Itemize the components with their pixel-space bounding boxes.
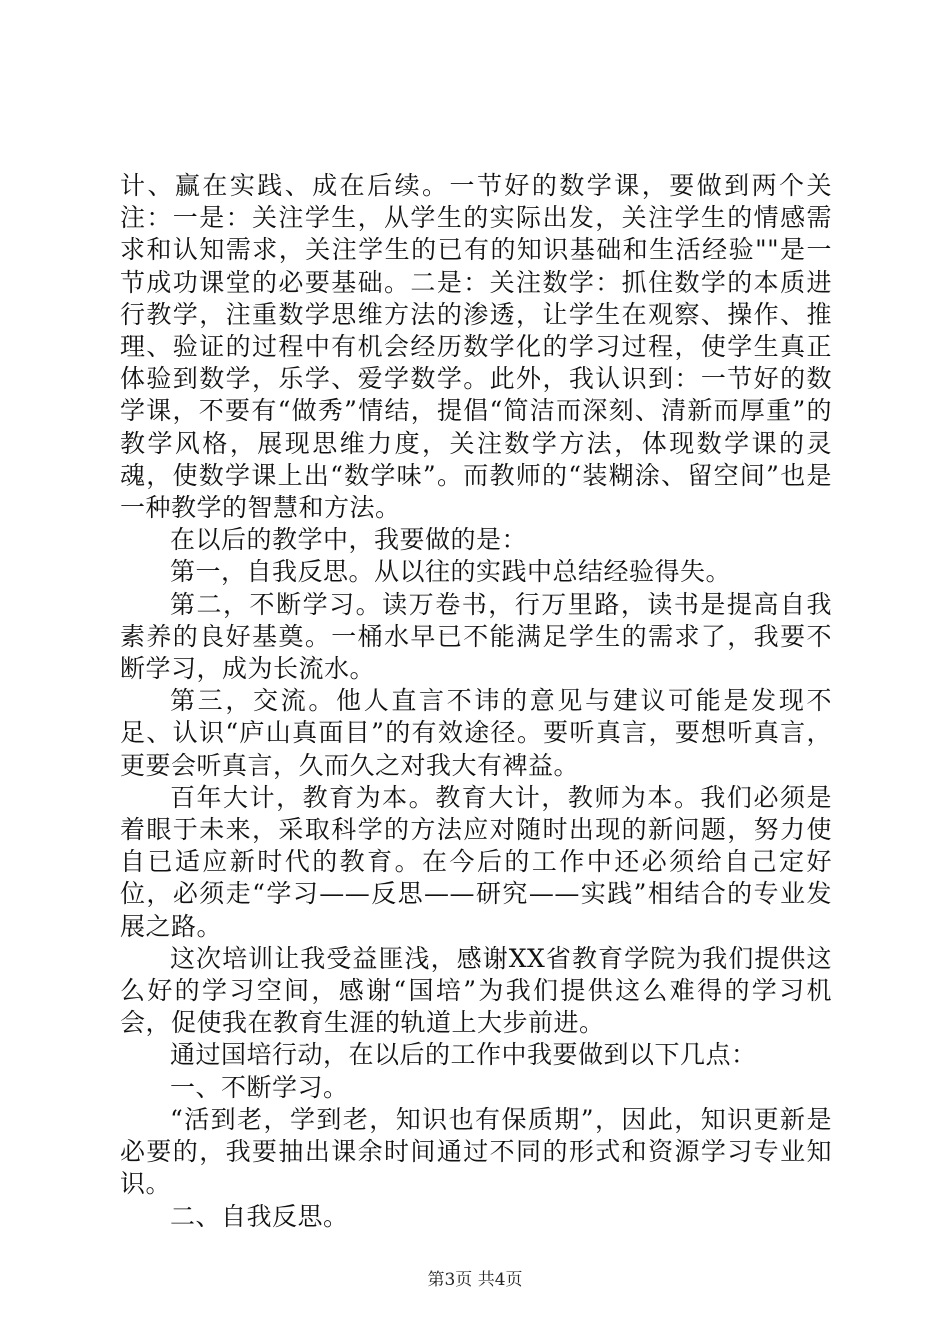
paragraph: 这次培训让我受益匪浅，感谢XX省教育学院为我们提供这么好的学习空间，感谢“国培”为我们提供这么难得的学习机会，促使我在教育生涯的轨道上大步前进。 bbox=[120, 943, 832, 1038]
page-footer: 第3页 共4页 bbox=[427, 1270, 523, 1290]
document-body bbox=[120, 170, 832, 1233]
paragraph: 在以后的教学中，我要做的是： bbox=[170, 525, 528, 555]
paragraph: 一、不断学习。 bbox=[170, 1072, 349, 1102]
paragraph: 二、自我反思。 bbox=[170, 1201, 349, 1231]
paragraph-continuation: 计、赢在实践、成在后续。一节好的数学课，要做到两个关注：一是：关注学生，从学生的实际出发，关注学生的情感需求和认知需求，关注学生的已有的知识基础和生活经验""是一节成功课堂的必要基础。二是：关注数学：抓住数学的本质进行教学，注重数学思维方法的渗透，让学生在观察、操作、推理、验证的过程中有机会经历数学化的学习过程，使学生真正体验到数学，乐学、爱学数学。此外，我认识到：一节好的数学课，不要有“做秀”情结，提倡“简洁而深刻、清新而厚重”的教学风格，展现思维力度，关注数学方法，体现数学课的灵魂，使数学课上出“数学味”。而教师的“装糊涂、留空间”也是一种教学的智慧和方法。 bbox=[120, 171, 832, 523]
paragraph: 第一，自我反思。从以往的实践中总结经验得失。 bbox=[170, 557, 732, 587]
paragraph: 第三，交流。他人直言不讳的意见与建议可能是发现不足、认识“庐山真面目”的有效途径。要听真言，要想听真言，更要会听真言，久而久之对我大有裨益。 bbox=[120, 686, 832, 780]
paragraph: “活到老，学到老，知识也有保质期”，因此，知识更新是必要的，我要抽出课余时间通过不同的形式和资源学习专业知识。 bbox=[120, 1104, 832, 1199]
paragraph: 第二，不断学习。读万卷书，行万里路，读书是提高自我素养的良好基奠。一桶水早已不能满足学生的需求了，我要不断学习，成为长流水。 bbox=[120, 589, 832, 684]
paragraph: 百年大计，教育为本。教育大计，教师为本。我们必须是着眼于未来，采取科学的方法应对随时出现的新问题，努力使自已适应新时代的教育。在今后的工作中还必须给自己定好位，必须走“学习——反思——研究——实践”相结合的专业发展之路。 bbox=[120, 782, 832, 941]
paragraph: 通过国培行动，在以后的工作中我要做到以下几点： bbox=[170, 1040, 757, 1070]
